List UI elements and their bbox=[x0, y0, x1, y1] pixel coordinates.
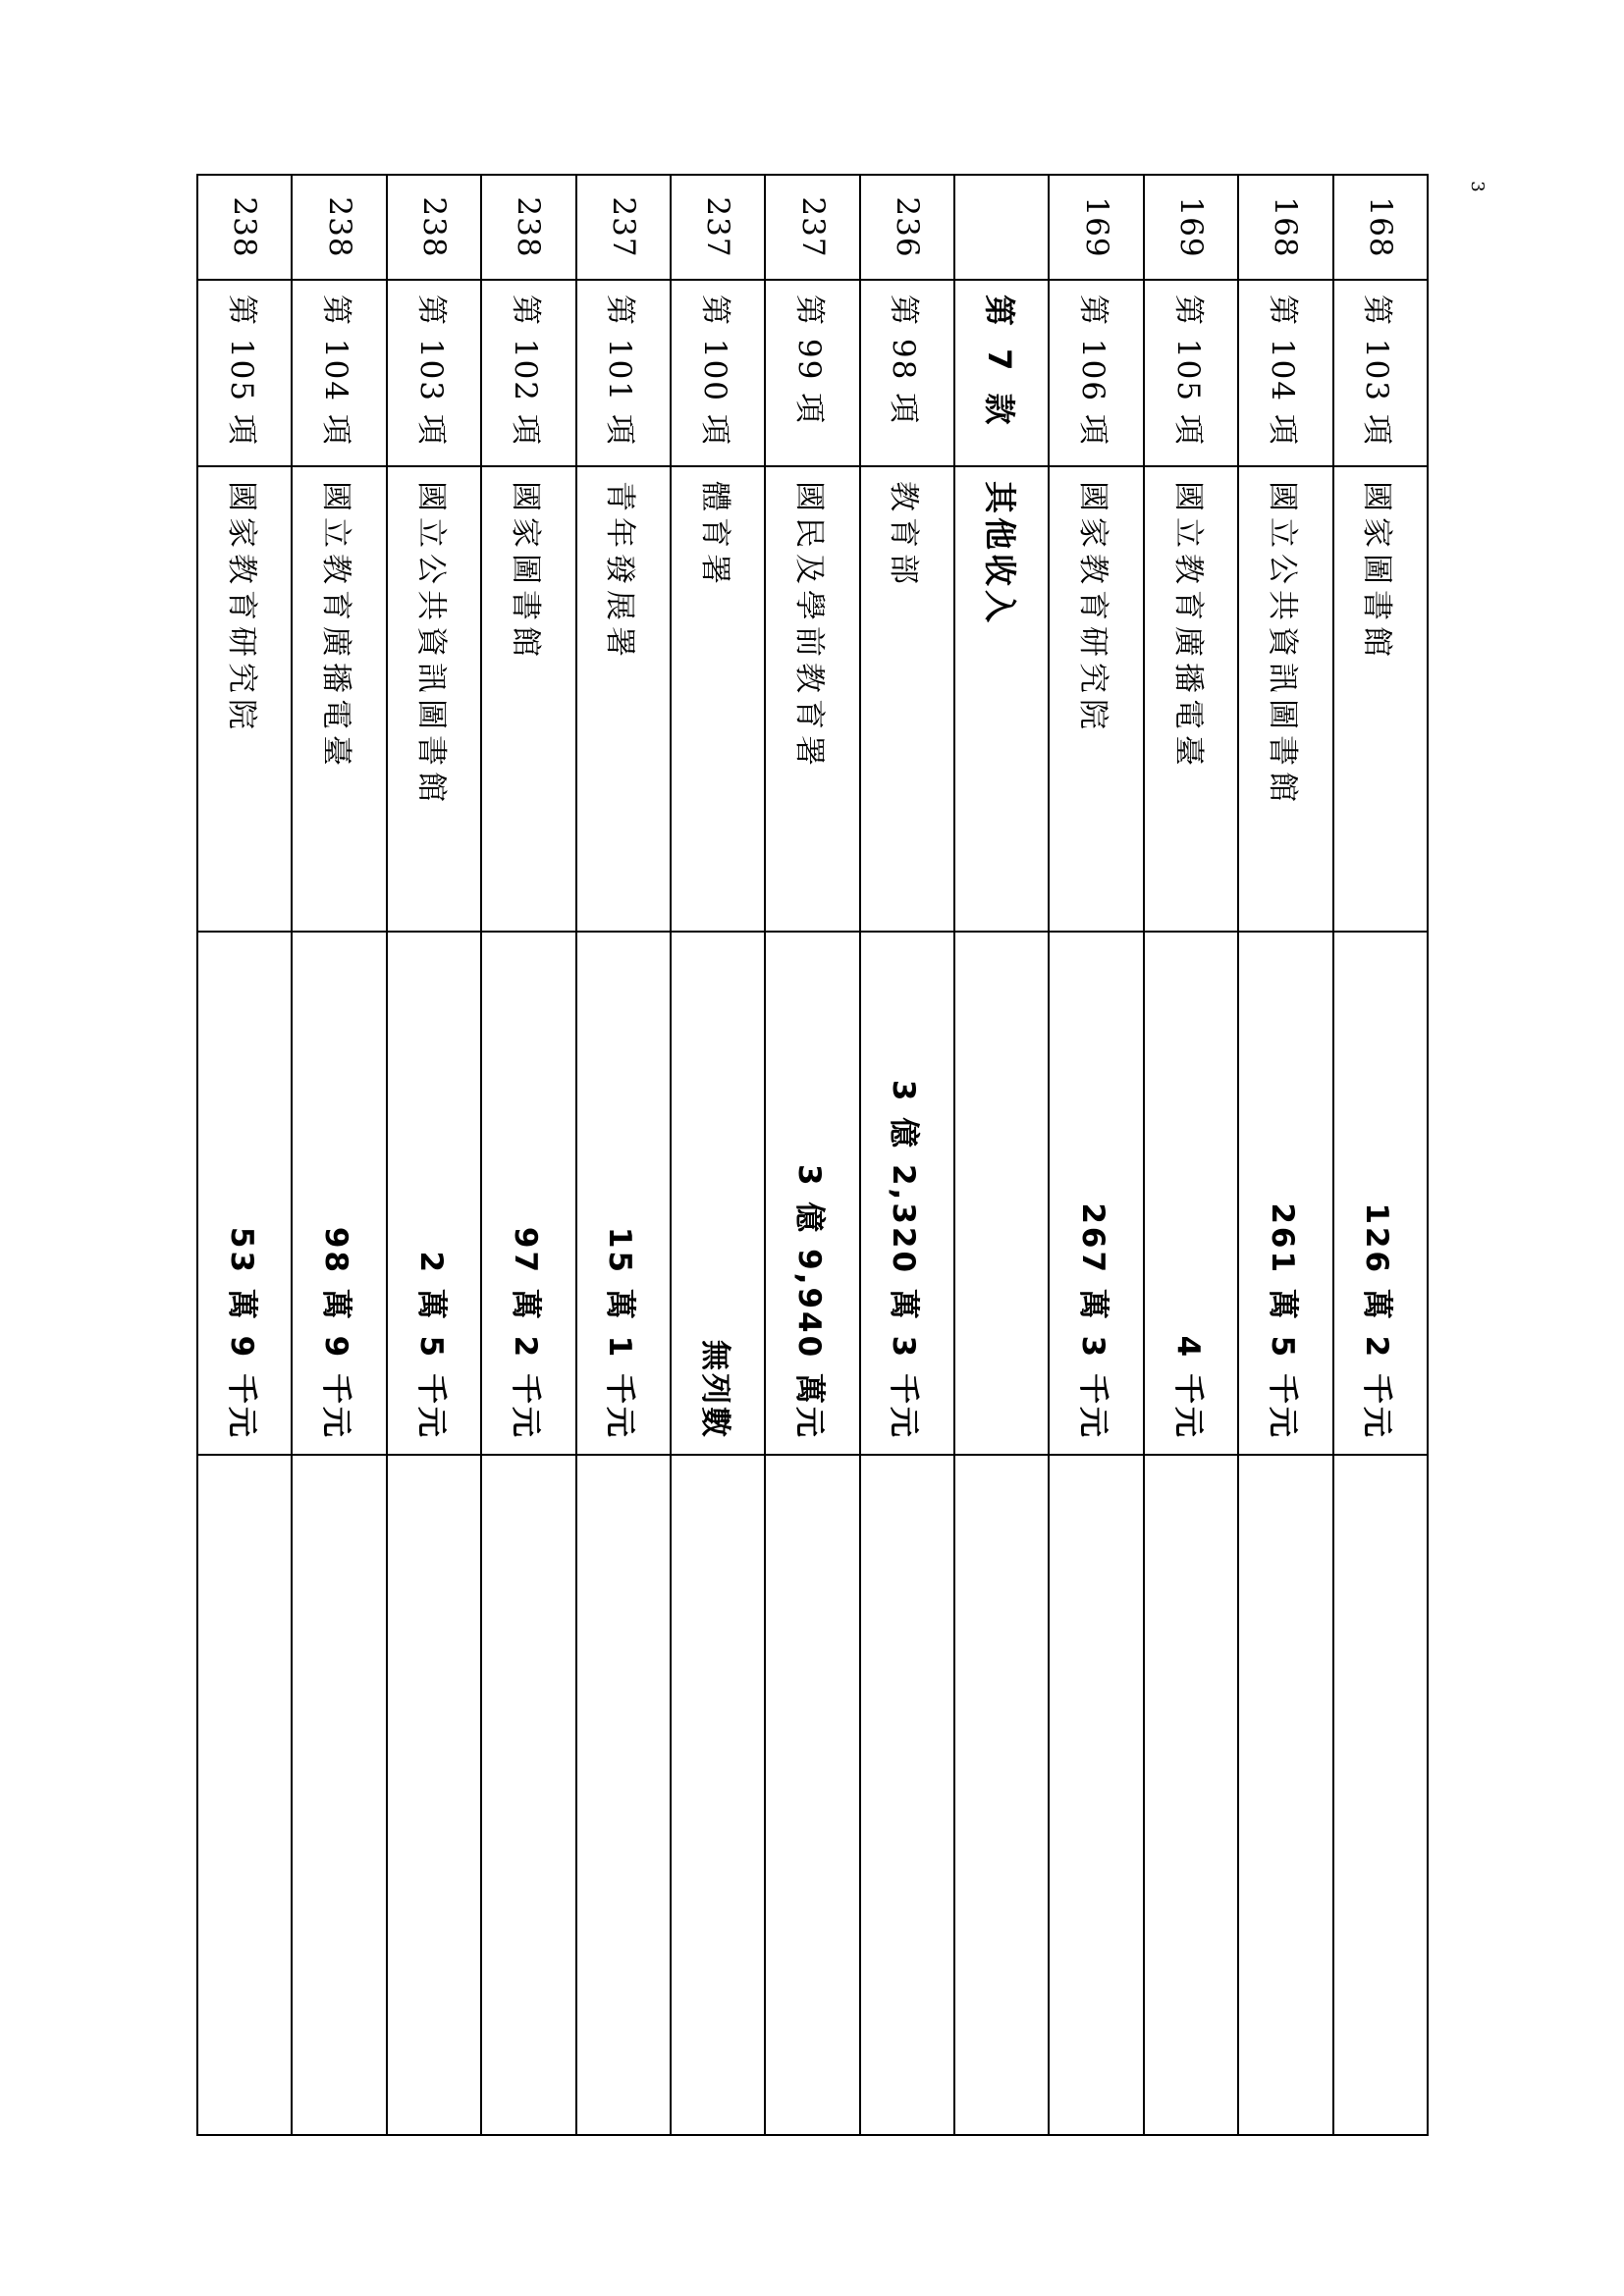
amount-cell: 98 萬 9 千元 bbox=[293, 932, 387, 1455]
agency-name-cell: 國家教育研究院 bbox=[1050, 466, 1144, 932]
agency-name-cell: 國家圖書館 bbox=[1333, 466, 1428, 932]
agency-name-cell: 國立教育廣播電臺 bbox=[293, 466, 387, 932]
section-cell: 第 100 項 bbox=[671, 280, 765, 466]
amount-cell: 無列數 bbox=[671, 932, 765, 1455]
amount-cell: 97 萬 2 千元 bbox=[481, 932, 575, 1455]
table-row bbox=[293, 175, 387, 2135]
note-cell bbox=[1333, 1455, 1428, 2135]
section-cell: 第 101 項 bbox=[576, 280, 671, 466]
note-cell bbox=[576, 1455, 671, 2135]
section-cell: 第 103 項 bbox=[387, 280, 481, 466]
table-row bbox=[1144, 175, 1238, 2135]
line-number-cell: 168 bbox=[1238, 175, 1332, 280]
table-row bbox=[1333, 175, 1428, 2135]
line-number-cell: 238 bbox=[293, 175, 387, 280]
amount-cell: 3 億 2,320 萬 3 千元 bbox=[860, 932, 954, 1455]
table-row bbox=[1050, 175, 1144, 2135]
note-cell bbox=[1144, 1455, 1238, 2135]
section-cell: 第 98 項 bbox=[860, 280, 954, 466]
table-row bbox=[671, 175, 765, 2135]
agency-name-cell: 青年發展署 bbox=[576, 466, 671, 932]
amount-cell: 53 萬 9 千元 bbox=[197, 932, 293, 1455]
table-row bbox=[1238, 175, 1332, 2135]
line-number-cell: 236 bbox=[860, 175, 954, 280]
table-row bbox=[765, 175, 859, 2135]
line-number-cell: 237 bbox=[576, 175, 671, 280]
note-cell bbox=[387, 1455, 481, 2135]
amount-cell: 267 萬 3 千元 bbox=[1050, 932, 1144, 1455]
section-cell: 第 7 款 bbox=[954, 280, 1049, 466]
note-cell bbox=[293, 1455, 387, 2135]
line-number-cell: 169 bbox=[1144, 175, 1238, 280]
agency-name-cell: 國家教育研究院 bbox=[197, 466, 293, 932]
section-cell: 第 104 項 bbox=[293, 280, 387, 466]
agency-name-cell: 其他收入 bbox=[954, 466, 1049, 932]
section-cell: 第 99 項 bbox=[765, 280, 859, 466]
amount-cell: 126 萬 2 千元 bbox=[1333, 932, 1428, 1455]
note-cell bbox=[1050, 1455, 1144, 2135]
agency-name-cell: 國民及學前教育署 bbox=[765, 466, 859, 932]
line-number-cell bbox=[954, 175, 1049, 280]
table-body bbox=[197, 175, 1428, 2135]
line-number-cell: 168 bbox=[1333, 175, 1428, 280]
rotated-table-container bbox=[196, 174, 1429, 2134]
section-cell: 第 105 項 bbox=[1144, 280, 1238, 466]
amount-cell: 261 萬 5 千元 bbox=[1238, 932, 1332, 1455]
agency-name-cell: 國家圖書館 bbox=[481, 466, 575, 932]
section-cell: 第 106 項 bbox=[1050, 280, 1144, 466]
amount-cell: 15 萬 1 千元 bbox=[576, 932, 671, 1455]
agency-name-cell: 國立公共資訊圖書館 bbox=[387, 466, 481, 932]
line-number-cell: 238 bbox=[387, 175, 481, 280]
table-row bbox=[954, 175, 1049, 2135]
note-cell bbox=[481, 1455, 575, 2135]
agency-name-cell: 國立教育廣播電臺 bbox=[1144, 466, 1238, 932]
table-row bbox=[860, 175, 954, 2135]
line-number-cell: 169 bbox=[1050, 175, 1144, 280]
note-cell bbox=[671, 1455, 765, 2135]
section-cell: 第 104 項 bbox=[1238, 280, 1332, 466]
agency-name-cell: 國立公共資訊圖書館 bbox=[1238, 466, 1332, 932]
note-cell bbox=[765, 1455, 859, 2135]
page-number: 3 bbox=[1467, 181, 1488, 192]
section-cell: 第 103 項 bbox=[1333, 280, 1428, 466]
table-row bbox=[197, 175, 293, 2135]
table-row bbox=[481, 175, 575, 2135]
note-cell bbox=[1238, 1455, 1332, 2135]
amount-cell bbox=[954, 932, 1049, 1455]
line-number-cell: 238 bbox=[481, 175, 575, 280]
note-cell bbox=[197, 1455, 293, 2135]
table-row bbox=[576, 175, 671, 2135]
section-cell: 第 105 項 bbox=[197, 280, 293, 466]
note-cell bbox=[860, 1455, 954, 2135]
amount-cell: 4 千元 bbox=[1144, 932, 1238, 1455]
line-number-cell: 237 bbox=[765, 175, 859, 280]
line-number-cell: 238 bbox=[197, 175, 293, 280]
section-cell: 第 102 項 bbox=[481, 280, 575, 466]
amount-cell: 3 億 9,940 萬元 bbox=[765, 932, 859, 1455]
budget-table bbox=[196, 174, 1429, 2136]
agency-name-cell: 體育署 bbox=[671, 466, 765, 932]
note-cell bbox=[954, 1455, 1049, 2135]
line-number-cell: 237 bbox=[671, 175, 765, 280]
agency-name-cell: 教育部 bbox=[860, 466, 954, 932]
amount-cell: 2 萬 5 千元 bbox=[387, 932, 481, 1455]
table-row bbox=[387, 175, 481, 2135]
